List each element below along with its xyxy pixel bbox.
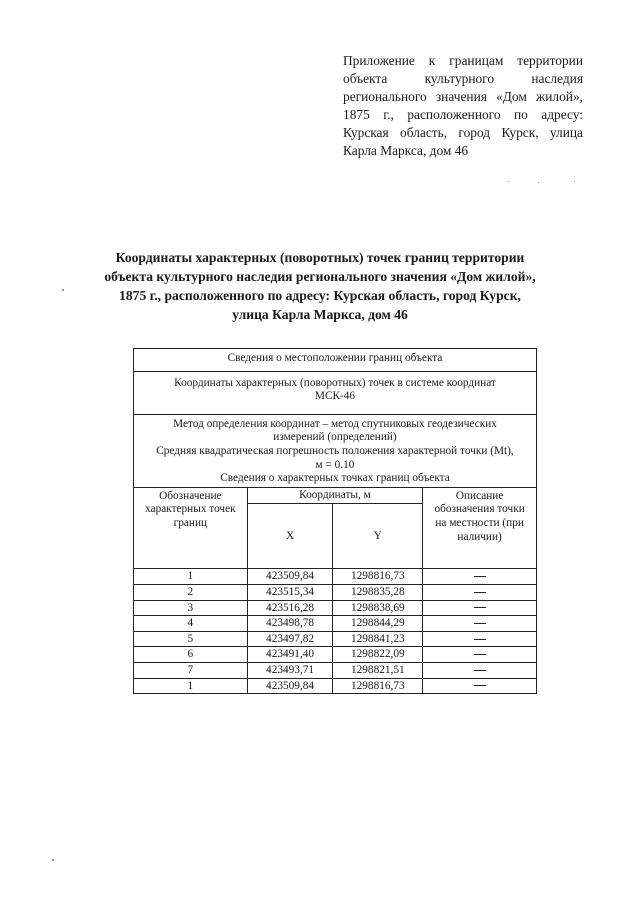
table-row <box>134 678 537 694</box>
scan-speck <box>508 181 509 182</box>
table-row <box>134 631 537 647</box>
col-x-header: X <box>247 504 333 569</box>
table-row <box>134 662 537 678</box>
dash-mark <box>474 623 486 624</box>
document-title <box>60 248 580 324</box>
point-cell: 6 <box>134 647 248 663</box>
y-cell: 1298838,69 <box>333 600 423 616</box>
col-designation-header: Обозначение характерных точек границ <box>134 487 248 569</box>
scan-speck <box>538 182 539 183</box>
scan-speck <box>52 859 54 861</box>
x-cell: 423509,84 <box>247 678 333 694</box>
table-row <box>134 647 537 663</box>
table-row <box>134 569 537 585</box>
x-cell: 423515,34 <box>247 584 333 600</box>
point-cell: 3 <box>134 600 248 616</box>
scan-speck <box>574 181 575 182</box>
dash-mark <box>474 670 486 671</box>
dash-mark <box>474 607 486 608</box>
dash-mark <box>474 654 486 655</box>
method-line: Метод определения координат – метод спутниковых геодезических измерений (определений) <box>173 417 497 444</box>
description-cell <box>423 662 537 678</box>
y-cell: 1298835,28 <box>333 584 423 600</box>
title-line: объекта культурного наследия регионального значения «Дом жилой», <box>104 269 536 284</box>
y-cell: 1298821,51 <box>333 662 423 678</box>
title-line: 1875 г., расположенного по адресу: Курская область, город Курск, <box>119 288 521 303</box>
title-line: улица Карла Маркса, дом 46 <box>232 307 408 322</box>
table-row <box>134 616 537 632</box>
description-cell <box>423 584 537 600</box>
dash-mark <box>474 592 486 593</box>
x-cell: 423497,82 <box>247 631 333 647</box>
y-cell: 1298816,73 <box>333 678 423 694</box>
title-line: Координаты характерных (поворотных) точек границ территории <box>115 250 525 265</box>
description-cell <box>423 569 537 585</box>
description-cell <box>423 631 537 647</box>
description-cell <box>423 600 537 616</box>
description-cell <box>423 616 537 632</box>
appendix-note: Приложение к границам территории объекта культурного наследия регионального значения «Дом жилой», 1875 г., расположенного по адресу: Курская область, город Курск, улица Карла Маркса, дом 46 <box>343 53 583 158</box>
dash-mark <box>474 685 486 686</box>
x-cell: 423493,71 <box>247 662 333 678</box>
description-cell <box>423 647 537 663</box>
point-cell: 1 <box>134 678 248 694</box>
scan-speck <box>62 289 64 291</box>
coordinate-system-header: Координаты характерных (поворотных) точек в системе координат МСК-46 <box>134 371 537 414</box>
method-info-cell <box>134 414 537 487</box>
coordinates-table <box>133 348 537 694</box>
table-row <box>134 600 537 616</box>
y-cell: 1298816,73 <box>333 569 423 585</box>
point-cell: 7 <box>134 662 248 678</box>
point-cell: 1 <box>134 569 248 585</box>
y-cell: 1298822,09 <box>333 647 423 663</box>
col-y-header: Y <box>333 504 423 569</box>
x-cell: 423498,78 <box>247 616 333 632</box>
x-cell: 423509,84 <box>247 569 333 585</box>
dash-mark <box>474 576 486 577</box>
accuracy-line: Средняя квадратическая погрешность положения характерной точки (Mt), м = 0.10 <box>156 444 514 471</box>
y-cell: 1298844,29 <box>333 616 423 632</box>
section-location-header: Сведения о местоположении границ объекта <box>134 349 537 372</box>
col-coordinates-header: Координаты, м <box>247 487 423 504</box>
dash-mark <box>474 639 486 640</box>
col-description-header: Описание обозначения точки на местности (при наличии) <box>423 487 537 569</box>
x-cell: 423516,28 <box>247 600 333 616</box>
description-cell <box>423 678 537 694</box>
y-cell: 1298841,23 <box>333 631 423 647</box>
point-cell: 5 <box>134 631 248 647</box>
points-info-line: Сведения о характерных точках границ объекта <box>220 472 450 485</box>
point-cell: 4 <box>134 616 248 632</box>
x-cell: 423491,40 <box>247 647 333 663</box>
table-row <box>134 584 537 600</box>
point-cell: 2 <box>134 584 248 600</box>
